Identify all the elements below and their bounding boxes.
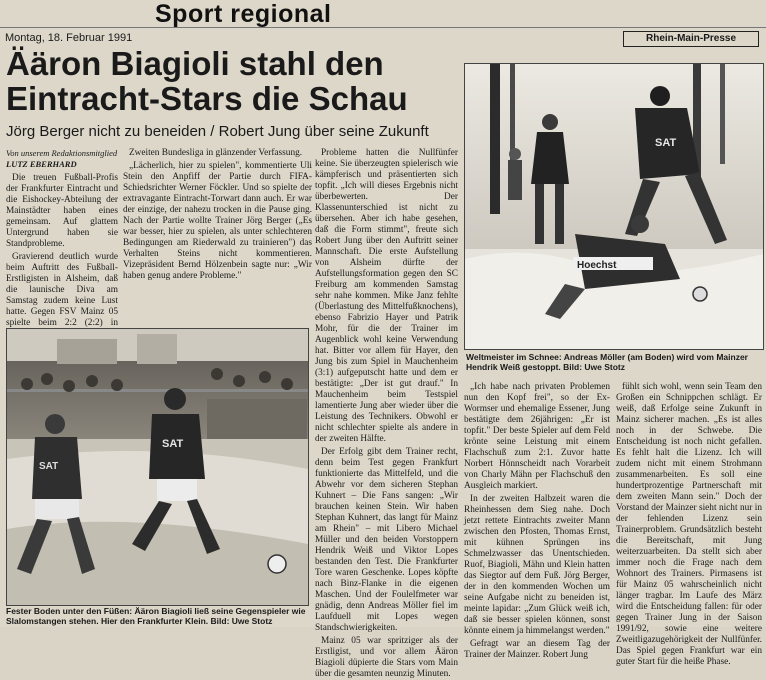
column-paragraph: Probleme hatten die Nullfünfer keine. Sie überzeugten spielerisch wie kämpferisch und präsentierten sich topfit. „Ich will dieses Ergebnis nicht überbewerten. Der Klassenunterschied ist nicht zu übersehen. Aber ich habe gesehen, daß die Form stimmt", freute sich Robert Jung über den Auftritt seiner Mannschaft. Die erste Aufstellung von Alsheim dürfte der Aufstellungsformation gegen den SC Freiburg am kommenden Samstag sehr nahe kommen. Mike Janz fehlte (Überlastung des Mittelfußknochens), ebenso Fabrizio Hayer und Patrik Mohr, für die der Trainer im Augenblick wohl keine Verwendung hat. Bitter vor allem für Hayer, den Jung bis zum Spiel in Mauchenheim (3:1) aufgeputscht hatte und dem er bestätigte: „Der ist gut drauf." In Mauchenheim beim Testspiel lamentierte Jung aber wieder über die Leistung des Technikers. Obwohl er nicht schlechter spielte als andere in der zweiten Hälfte. [315,148,458,444]
photo-biagioli-graphic [7,329,308,605]
jersey-text: Hoechst [577,260,617,271]
author: LUTZ EBERHARD [6,159,77,169]
byline-label: Von unserem Redaktionsmitglied [6,148,118,158]
column-paragraph: Zweiten Bundesliga in glänzender Verfassung. [129,148,303,158]
photo-snow-tackle-graphic [465,64,763,349]
column-paragraph: fühlt sich wohl, wenn sein Team den Großen ein Schnippchen schlägt. Er weiß, daß Erfolge seine Zukunft in Mainz sicherer machen. „Es ist alles noch in der Schwebe. Die Entscheidung ist noch nicht gefallen. Es fehlt halt die Lizenz. Ich will zudem nicht mit einem Strohmann zusammenarbeiten. Es soll eine hundertprozentige Partnerschaft mit dem zweiten Mann sein." Doch der Vorstand der Mainzer sieht nicht nur in der fehlenden Lizenz sein Trainerproblem. Grundsätzlich besteht die Bereitschaft, mit Jung weiterzuarbeiten. Da stellt sich aber immer noch die Frage nach dem Wohnort des Trainers. Pirmasens ist für Mainz 05 wahrscheinlich nicht länger tragbar. Im Laufe des März wird die Entscheidung fallen: für oder gegen Trainer Jung in der Saison 1991/92, sowie eine weitere Zweitligazugehörigkeit der Nullfünfer. Das Spiel gegen Frankfurt war ein guter Start für die heiße Phase. [616,382,762,667]
photo-biagioli [6,328,309,606]
column-4 [464,382,610,660]
jersey-text: SAT [655,137,677,149]
photo-credit: Bild: Uwe Stotz [563,362,626,372]
section-banner [0,0,766,28]
column-paragraph: Gravierend deutlich wurde beim Auftritt des Fußball-Erstligisten in Alsheim, daß die launische Diva am Samstag zudem keine Lust hatte. Gegen FSV Mainz 05 spielte beim 2:2 (2:2) in [6,252,118,328]
byline [6,148,118,170]
caption-bottom-photo [6,606,309,626]
column-paragraph: In der zweiten Halbzeit waren die Rheinhessen dem Sieg nahe. Doch jetzt rettete Eintrachts zweiter Mann zwischen den Pfosten, Thomas Ernst, mit kühnen Sprüngen ins Schmelzwasser das Unentschieden. Ruof, Biagioli, Mähn und Klein hatten das Siegtor auf dem Fuß. Jörg Berger, der in den kommenden Wochen um seine Aufgabe nicht zu beneiden ist, meinte lapidar: „Zum Glück weiß ich, daß sie besser spielen können, sonst könnte einem ja himmelangst werden." [464,494,610,636]
issue-date: Montag, 18. Februar 1991 [5,32,133,44]
jersey-text: SAT [39,461,59,472]
section-title: Sport regional [155,0,332,28]
headline: Ääron Biagioli stahl den Eintracht-Stars die Schau [6,45,408,117]
column-paragraph: Der Erfolg gibt dem Trainer recht, denn beim Test gegen Frankfurt funktionierte das Mittelfeld, und die Abwehr vor dem sicheren Stephan Kuhnert – Die Fans sangen: „Wir brauchen keinen Stein. Wir haben Stephan Kuhnert, das langt für Mainz am Rhein" – mit Libero Michael Müller und den beiden Vorstoppern Hendrik Weiß und Viktor Lopes bestanden den Test. Die Frankfurter Tore waren Geschenke. Lopes köpfte nach Binz-Flanke in die eigenen Maschen. Und der Foulelfmeter war gnädig, denn Andreas Möller fiel im Laufduell mit Lopes wegen Standschwierigkeiten. [315,447,458,633]
column-paragraph: Gefragt war an diesem Tag der Trainer der Mainzer. Robert Jung [464,639,610,660]
column-2 [123,148,312,323]
subheadline: Jörg Berger nicht zu beneiden / Robert Jung über seine Zukunft [6,123,429,140]
column-paragraph: „Ich habe nach privaten Problemen nun den Kopf frei", so der Ex-Wormser und ehemalige Essener, Jung bestätigte dem 26jährigen: „Er ist topfit." Der beste Spieler auf dem Feld krönte seine Leistung mit einem Flachschuß zum 2:1. Zuvor hatte Norbert Hönnscheidt nach Vorarbeit von Charly Mähn per Flachschuß den Ausgleich markiert. [464,382,610,491]
photo-credit: Bild: Uwe Stotz [210,616,273,626]
photo-snow-tackle [464,63,764,350]
column-paragraph: Mainz 05 war spritziger als der Erstligist, und vor allem Ääron Biagioli düpierte die Stars vom Main über die gesamten neunzig Minuten. [315,636,458,679]
column-paragraph: Die treuen Fußball-Profis der Frankfurter Eintracht und die Eishockey-Abteilung der Mainstädter haben eines gemeinsam. Auf glattem Untergrund haben sie Standprobleme. [6,173,118,249]
column-1 [6,148,118,328]
caption-top-photo [466,352,762,372]
jersey-text: SAT [162,438,184,450]
column-paragraph: „Lächerlich, hier zu spielen", kommentierte Uli Stein den Anpfiff der Partie durch FIFA-Schiedsrichter Werner Föckler. Und so spielte der extravagante Eintracht-Torwart dann auch. Er war der einzige, der nahezu trocken in die Pause ging. Nach der Partie wollte Trainer Jörg Berger („Es war besser, hier zu spielen, als unter schlechteren Bedingungen am Riederwald zu trainieren") das Verhalten Steins nicht kommentieren. Vizepräsident Bernd Hölzenbein sagte nur: „Wir haben genug andere Probleme." [123,161,312,281]
caption-text: Weltmeister im Schnee: Andreas Möller (am Boden) wird vom Mainzer Hendrik Weiß gestoppt. [466,352,748,372]
newspaper-name: Rhein-Main-Presse [623,31,759,47]
column-5 [616,382,762,667]
caption-text: Fester Boden unter den Füßen: Ääron Biagioli ließ seine Gegenspieler wie Slalomstangen stehen. Hier den Frankfurter Klein. [6,606,306,626]
column-3 [315,148,458,679]
